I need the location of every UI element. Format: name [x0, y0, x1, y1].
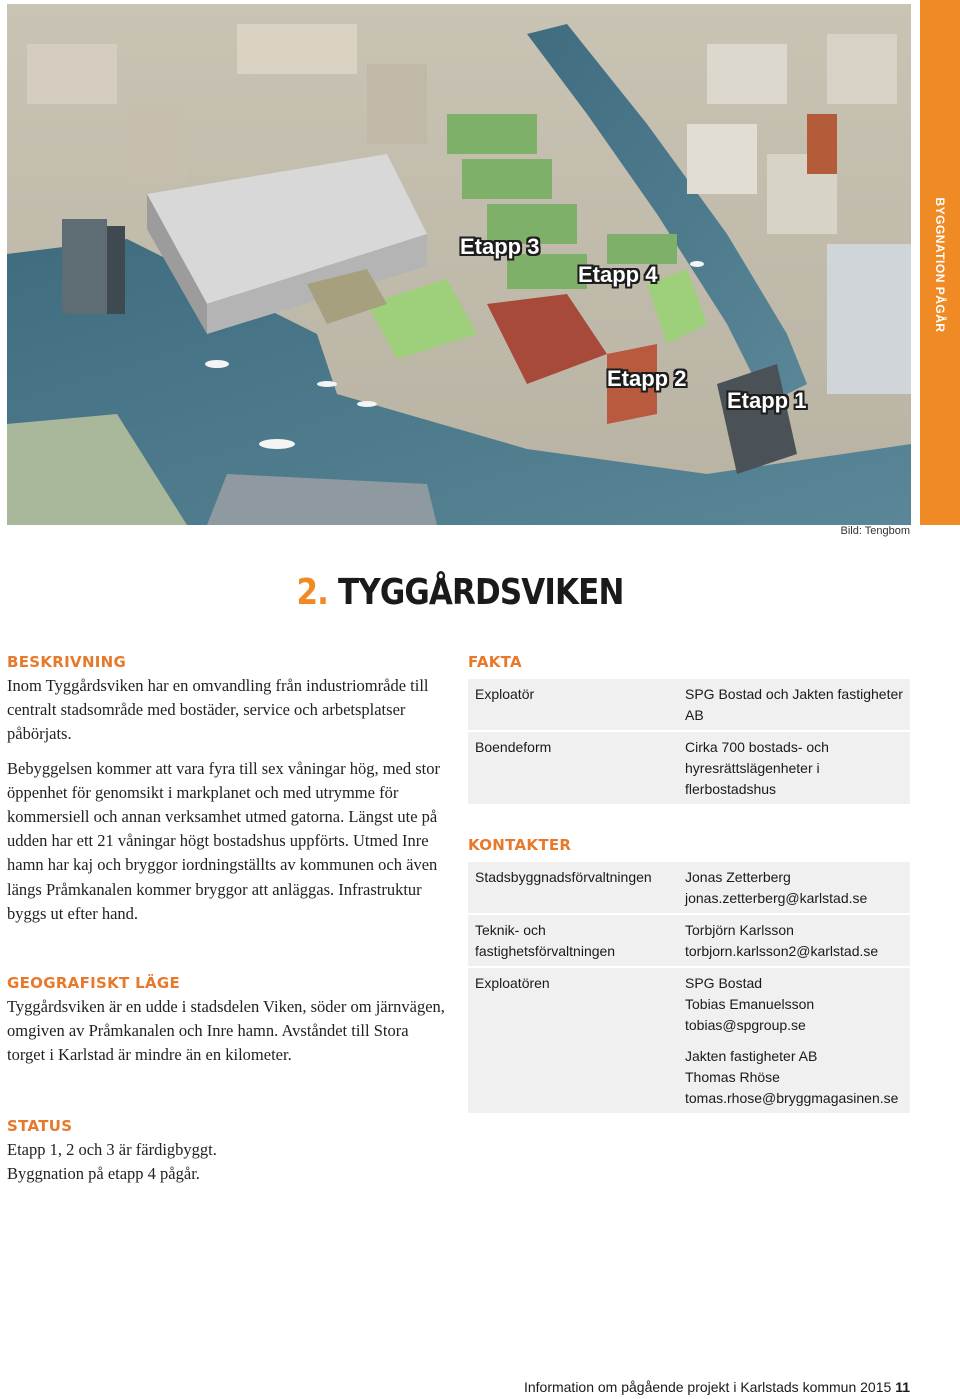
kontakt-row — [468, 915, 910, 968]
kontakt-organisation: Teknik- och fastighetsförvaltningen — [475, 922, 616, 959]
fakta-key: Exploatör — [475, 686, 535, 702]
beskrivning-paragraph-1: Inom Tyggårdsviken har en omvandling från industriområde till centralt stadsområde med bostäder, service och arbetsplatser påbörjats. — [7, 676, 429, 744]
kontakt-organisation: Exploatören — [475, 975, 550, 991]
fakta-value: SPG Bostad och Jakten fastigheter AB — [685, 686, 903, 723]
etapp-4-label: Etapp 4 — [578, 262, 658, 287]
aerial-rendering-image — [7, 4, 911, 525]
kontakt-details — [678, 915, 910, 966]
kontakt-spacer — [685, 1036, 906, 1046]
fakta-heading: FAKTA — [468, 653, 522, 671]
fakta-row — [468, 679, 910, 732]
kontakt-row — [468, 968, 910, 1113]
title-number: 2. — [296, 572, 329, 613]
kontakt-organisation: Stadsbyggnadsförvaltningen — [475, 869, 652, 885]
image-credit: Bild: Tengbom — [840, 525, 910, 537]
status-line-2: Byggnation på etapp 4 pågår. — [7, 1164, 200, 1184]
fakta-section — [468, 653, 910, 806]
page-number: 11 — [895, 1379, 910, 1395]
kontakt-details — [678, 968, 910, 1113]
kontakt-name: Jonas Zetterberg — [685, 869, 791, 885]
kontakt-email[interactable]: tomas.rhose@bryggmagasinen.se — [685, 1090, 899, 1106]
kontakt-company: Jakten fastigheter AB — [685, 1048, 818, 1064]
etapp-1-label: Etapp 1 — [727, 388, 807, 413]
kontakt-company: SPG Bostad — [685, 975, 763, 991]
geografiskt-paragraph: Tyggårdsviken är en udde i stadsdelen Viken, söder om järnvägen, omgiven av Pråmkanalen och Inre hamn. Avståndet till Stora torget i Karlstad är mindre än en kilometer. — [7, 997, 445, 1065]
kontakt-email[interactable]: jonas.zetterberg@karlstad.se — [685, 890, 868, 906]
beskrivning-heading: BESKRIVNING — [7, 653, 127, 671]
page-title — [64, 572, 855, 613]
kontakt-email[interactable]: torbjorn.karlsson2@karlstad.se — [685, 943, 879, 959]
kontakt-name: Tobias Emanuelsson — [685, 996, 815, 1012]
kontakter-section — [468, 836, 910, 1113]
etapp-3-label: Etapp 3 — [460, 234, 540, 259]
status-line-1: Etapp 1, 2 och 3 är färdigbyggt. — [7, 1140, 217, 1159]
fakta-row — [468, 732, 910, 806]
kontakt-email[interactable]: tobias@spgroup.se — [685, 1017, 806, 1033]
aerial-illustration — [7, 4, 911, 525]
title-name: TYGGÅRDSVIKEN — [338, 572, 624, 613]
kontakt-row — [468, 862, 910, 915]
section-status — [7, 1117, 447, 1186]
geografiskt-heading: GEOGRAFISKT LÄGE — [7, 974, 181, 992]
side-tab-label: BYGGNATION PÅGÅR — [933, 197, 947, 333]
section-geografiskt-lage — [7, 974, 447, 1068]
beskrivning-paragraph-2: Bebyggelsen kommer att vara fyra till sex våningar hög, med stor öppenhet för genomsikt i markplanet och med utrymme för kommersiell och annan verksamhet utmed gatorna. Längst ute på udden har ett 21 våningar högt bostadshus uppförts. Utmed Inre hamn har kaj och bryggor iordningställts av kommunen och även längs Pråmkanalen kommer bryggor att anläggas. Infrastruktur byggs ut efter hand. — [7, 758, 441, 923]
kontakter-heading: KONTAKTER — [468, 836, 572, 854]
kontakt-name: Thomas Rhöse — [685, 1069, 780, 1085]
page-footer — [524, 1379, 910, 1395]
section-beskrivning — [7, 653, 447, 926]
kontakt-details — [678, 862, 910, 913]
fakta-key: Boendeform — [475, 739, 552, 755]
fakta-value: Cirka 700 bostads- och hyresrättslägenheter i flerbostadshus — [685, 739, 829, 797]
side-tab — [920, 0, 960, 525]
status-heading: STATUS — [7, 1117, 73, 1135]
footer-text: Information om pågående projekt i Karlstads kommun 2015 — [523, 1379, 892, 1395]
etapp-2-label: Etapp 2 — [607, 366, 687, 391]
kontakt-name: Torbjörn Karlsson — [685, 922, 794, 938]
